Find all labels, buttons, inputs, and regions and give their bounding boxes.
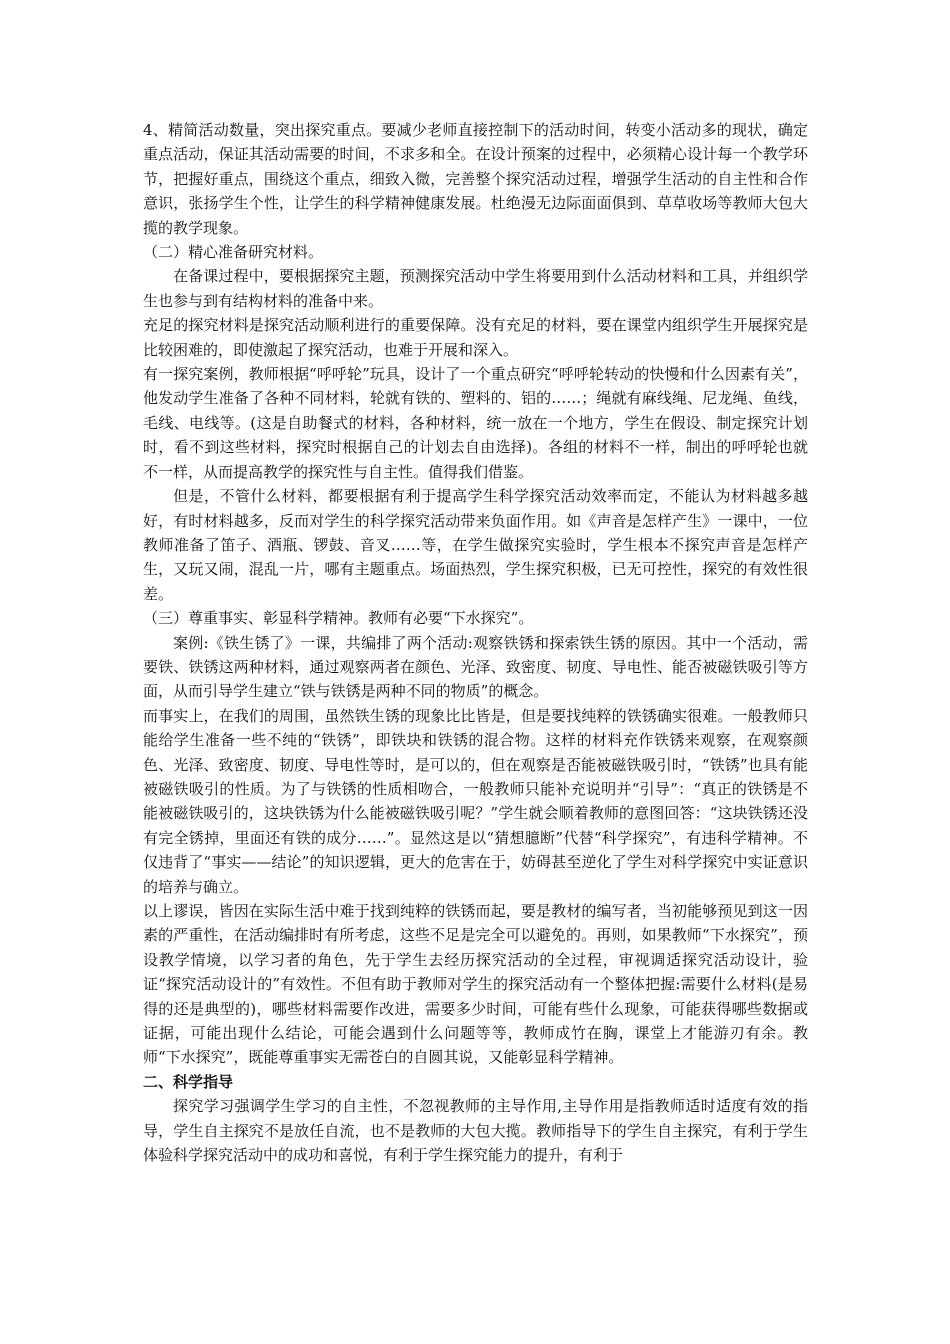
paragraph: 以上谬误，皆因在实际生活中难于找到纯粹的铁锈而起，要是教材的编写者，当初能够预见到这一因素的严重性，在活动编排时有所考虑，这些不足是完全可以避免的。再则，如果教师“下水探究”，预设教学情境，以学习者的角色，先于学生去经历探究活动的全过程，审视调适探究活动设计，验证“探究活动设计的”有效性。不但有助于教师对学生的探究活动有一个整体把握:需要什么材料(是易得的还是典型的)，哪些材料需要作改进，需要多少时间，可能有些什么现象，可能获得哪些数据或证据，可能出现什么结论，可能会遇到什么问题等等，教师成竹在胸，课堂上才能游刃有余。教师“下水探究”，既能尊重事实无需苍白的自圆其说，又能彰显科学精神。 xyxy=(143,902,808,1067)
paragraph: 而事实上，在我们的周围，虽然铁生锈的现象比比皆是，但是要找纯粹的铁锈确实很难。一般教师只能给学生准备一些不纯的“铁锈”，即铁块和铁锈的混合物。这样的材料充作铁锈来观察，在观察颜色、光泽、致密度、韧度、导电性等时，是可以的，但在观察是否能被磁铁吸引时，“铁锈”也具有能被磁铁吸引的性质。为了与铁锈的性质相吻合，一般教师只能补充说明并“引导”：“真正的铁锈是不能被磁铁吸引的，这块铁锈为什么能被磁铁吸引呢？”学生就会顺着教师的意图回答：“这块铁锈还没有完全锈掉，里面还有铁的成分……”。显然这是以“猜想臆断”代替“科学探究”，有违科学精神。不仅违背了“事实——结论”的知识逻辑，更大的危害在于，妨碍甚至逆化了学生对科学探究中实证意识的培养与确立。 xyxy=(143,706,808,896)
paragraph-case: 案例:《铁生锈了》一课，共编排了两个活动:观察铁锈和探索铁生锈的原因。其中一个活动，需要铁、铁锈这两种材料，通过观察两者在颜色、光泽、致密度、韧度、导电性、能否被磁铁吸引等方面，从而引导学生建立“铁与铁锈是两种不同的物质”的概念。 xyxy=(143,633,808,701)
paragraph: 但是，不管什么材料，都要根据有利于提高学生科学探究活动效率而定，不能认为材料越多越好，有时材料越多，反而对学生的科学探究活动带来负面作用。如《声音是怎样产生》一课中，一位教师准备了笛子、酒瓶、锣鼓、音叉……等，在学生做探究实验时，学生根本不探究声音是怎样产生，又玩又闹，混乱一片，哪有主题重点。场面热烈，学生探究积极，已无可控性，探究的有效性很差。 xyxy=(143,487,808,603)
chapter-heading: 二、科学指导 xyxy=(143,1072,234,1091)
paragraph: 在备课过程中，要根据探究主题，预测探究活动中学生将要用到什么活动材料和工具，并组织学生也参与到有结构材料的准备中来。 xyxy=(143,267,808,310)
paragraph: 充足的探究材料是探究活动顺利进行的重要保障。没有充足的材料，要在课堂内组织学生开展探究是比较困难的，即使激起了探究活动，也难于开展和深入。 xyxy=(143,316,808,359)
document-body xyxy=(143,118,808,1167)
paragraph: 探究学习强调学生学习的自主性，不忽视教师的主导作用,主导作用是指教师适时适度有效的指导，学生自主探究不是放任自流，也不是教师的大包大揽。教师指导下的学生自主探究，有利于学生体验科学探究活动中的成功和喜悦，有利于学生探究能力的提升，有利于 xyxy=(143,1097,808,1165)
section-heading-3: （三）尊重事实、彰显科学精神。教师有必要“下水探究”。 xyxy=(143,609,534,628)
section-heading-2: （二）精心准备研究材料。 xyxy=(143,243,324,262)
paragraph-point-4: 4、精简活动数量，突出探究重点。要减少老师直接控制下的活动时间，转变小活动多的现状，确定重点活动，保证其活动需要的时间，不求多和全。在设计预案的过程中，必须精心设计每一个教学环节，把握好重点，围绕这个重点，细致入微，完善整个探究活动过程，增强学生活动的自主性和合作意识，张扬学生个性，让学生的科学精神健康发展。杜绝漫无边际面面俱到、草草收场等教师大包大揽的教学现象。 xyxy=(143,121,808,237)
paragraph: 有一探究案例，教师根据“呼呼轮”玩具，设计了一个重点研究“呼呼轮转动的快慢和什么因素有关”，他发动学生准备了各种不同材料，轮就有铁的、塑料的、铝的……；绳就有麻线绳、尼龙绳、鱼线，毛线、电线等。(这是自助餐式的材料，各种材料，统一放在一个地方，学生在假设、制定探究计划时，看不到这些材料，探究时根据自己的计划去自由选择)。各组的材料不一样，制出的呼呼轮也就不一样，从而提高教学的探究性与自主性。值得我们借鉴。 xyxy=(143,365,808,481)
